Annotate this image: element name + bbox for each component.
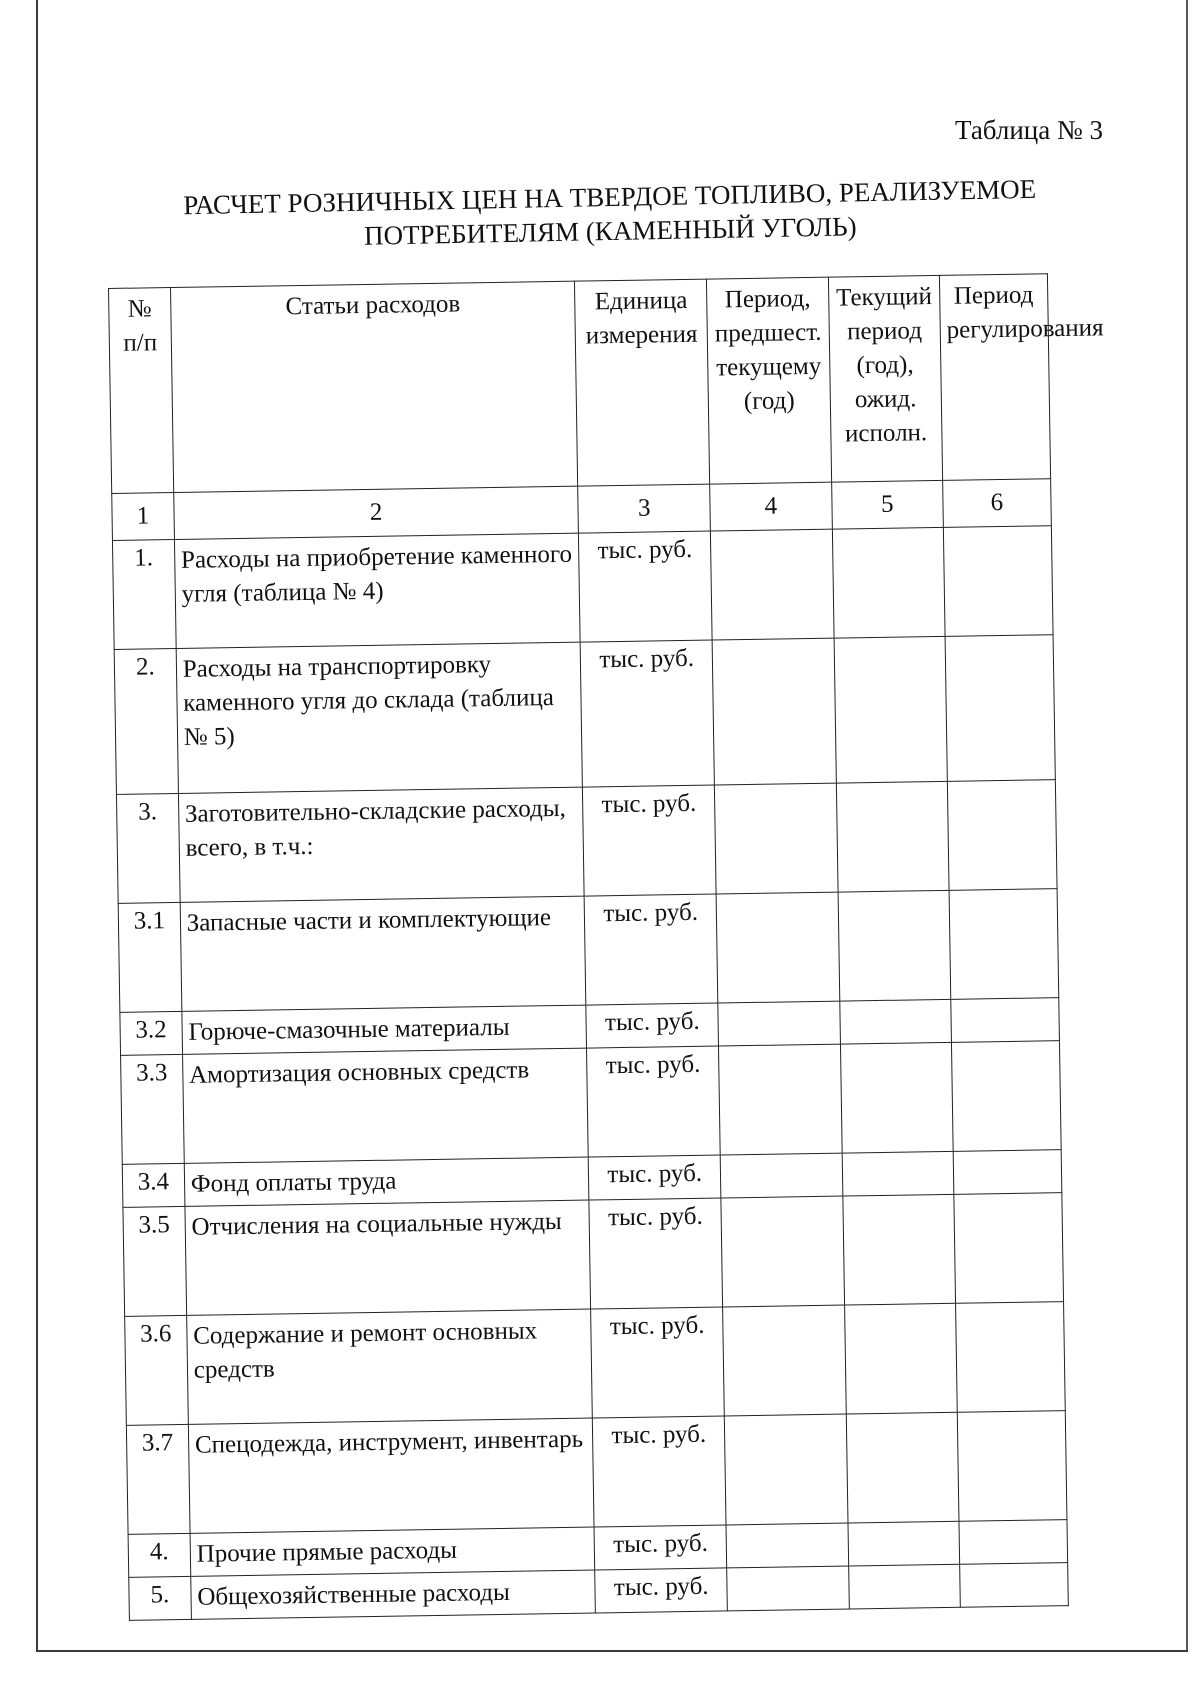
row-value-current [848, 1521, 960, 1566]
row-value-current [832, 527, 945, 638]
row-value-current [838, 890, 951, 1001]
row-item: Запасные части и комплектующие [180, 896, 586, 1011]
table-row [112, 526, 1053, 650]
row-value-previous [720, 1153, 842, 1198]
row-value-regulation [943, 526, 1053, 637]
header-regulation-period: Период регулирования [939, 274, 1050, 481]
row-number: 2. [114, 648, 178, 794]
row-unit: тыс. руб. [589, 1155, 721, 1200]
table-row [116, 780, 1057, 904]
page-edge-bottom [36, 1650, 1188, 1652]
row-number: 1. [112, 539, 175, 649]
cost-table [108, 273, 1104, 1621]
row-unit: тыс. руб. [579, 531, 712, 642]
row-number: 3. [116, 793, 179, 903]
document-title-line-2: ПОТРЕБИТЕЛЯМ (КАМЕННЫЙ УГОЛЬ) [363, 211, 857, 251]
header-item: Статьи расходов [170, 281, 578, 492]
row-value-previous [712, 638, 836, 785]
row-value-previous [718, 1001, 840, 1046]
table-row [125, 1302, 1066, 1426]
row-value-regulation [959, 1520, 1068, 1565]
document-title [149, 171, 1070, 257]
row-unit: тыс. руб. [583, 785, 716, 896]
row-item: Заготовительно-складские расходы, всего, в т.ч.: [178, 787, 584, 902]
column-index: 6 [942, 479, 1051, 528]
row-value-previous [715, 783, 838, 894]
row-number: 3.6 [125, 1315, 188, 1425]
header-row [109, 274, 1051, 494]
row-value-regulation [954, 1193, 1064, 1304]
table-number-label: Таблица № 3 [955, 115, 1103, 145]
column-index: 2 [173, 486, 578, 539]
page-edge-left [36, 0, 38, 1652]
row-value-regulation [959, 1563, 1068, 1608]
row-item: Спецодежда, инструмент, инвентарь [188, 1418, 594, 1533]
row-value-previous [724, 1414, 847, 1525]
row-value-regulation [957, 1411, 1067, 1522]
document-title-line-1: РАСЧЕТ РОЗНИЧНЫХ ЦЕН НА ТВЕРДОЕ ТОПЛИВО, РЕАЛИЗУЕМОЕ [183, 173, 1037, 221]
row-item: Расходы на приобретение каменного угля (таблица № 4) [174, 533, 580, 648]
row-value-regulation [953, 1150, 1062, 1195]
table-row [126, 1411, 1067, 1535]
row-number: 3.5 [123, 1206, 186, 1316]
table-row [123, 1193, 1064, 1317]
row-number: 3.1 [118, 902, 181, 1012]
row-value-current [839, 999, 951, 1044]
header-num: № п/п [109, 288, 174, 494]
table-row [118, 889, 1059, 1013]
page-edge-right [1186, 0, 1188, 1652]
row-item: Фонд оплаты труда [184, 1157, 589, 1206]
row-value-regulation [949, 889, 1059, 1000]
header-current-period: Текущий период (год), ожид. исполн. [828, 275, 942, 482]
row-value-current [834, 636, 947, 783]
row-item: Горюче-смазочные материалы [182, 1005, 587, 1054]
row-value-current [836, 781, 949, 892]
row-value-previous [711, 529, 834, 640]
table-row [121, 1041, 1062, 1165]
row-value-previous [721, 1196, 844, 1307]
row-item: Расходы на транспортировку каменного угля до склада (таблица № 5) [176, 642, 583, 793]
row-unit: тыс. руб. [591, 1307, 724, 1418]
row-value-current [843, 1194, 956, 1305]
column-index: 5 [831, 480, 943, 529]
row-unit: тыс. руб. [589, 1198, 722, 1309]
row-unit: тыс. руб. [586, 1003, 718, 1048]
row-value-current [848, 1564, 960, 1609]
column-index: 4 [710, 482, 832, 531]
row-value-previous [719, 1044, 842, 1155]
row-unit: тыс. руб. [595, 1568, 727, 1613]
row-number: 3.7 [126, 1424, 189, 1534]
row-number: 4. [128, 1533, 190, 1577]
row-unit: тыс. руб. [581, 640, 715, 787]
row-value-current [842, 1151, 954, 1196]
column-index: 3 [578, 484, 711, 533]
row-number: 5. [129, 1576, 191, 1620]
row-value-regulation [951, 1041, 1061, 1152]
row-value-regulation [945, 635, 1055, 782]
row-unit: тыс. руб. [594, 1525, 726, 1570]
row-value-previous [723, 1305, 846, 1416]
row-item: Отчисления на социальные нужды [185, 1200, 591, 1315]
row-unit: тыс. руб. [585, 894, 718, 1005]
row-value-regulation [947, 780, 1057, 891]
row-unit: тыс. руб. [593, 1416, 726, 1527]
row-number: 3.3 [121, 1054, 184, 1164]
table-row [114, 635, 1055, 795]
row-value-previous [726, 1523, 848, 1568]
row-value-previous [727, 1566, 849, 1611]
row-value-current [846, 1412, 959, 1523]
row-number: 3.2 [120, 1011, 182, 1055]
row-value-previous [716, 892, 839, 1003]
row-item: Общехозяйственные расходы [191, 1570, 596, 1619]
row-item: Амортизация основных средств [182, 1048, 588, 1163]
column-index: 1 [112, 492, 174, 540]
row-value-regulation [951, 998, 1060, 1043]
row-unit: тыс. руб. [587, 1046, 720, 1157]
header-unit: Единица измерения [575, 279, 710, 486]
row-number: 3.4 [122, 1163, 184, 1207]
row-value-current [844, 1303, 957, 1414]
header-previous-period: Период, предшест. текущему (год) [707, 277, 832, 484]
row-value-regulation [955, 1302, 1065, 1413]
row-item: Содержание и ремонт основных средств [186, 1309, 592, 1424]
cost-table-container [108, 273, 1104, 1621]
row-value-current [840, 1042, 953, 1153]
row-item: Прочие прямые расходы [190, 1527, 595, 1576]
